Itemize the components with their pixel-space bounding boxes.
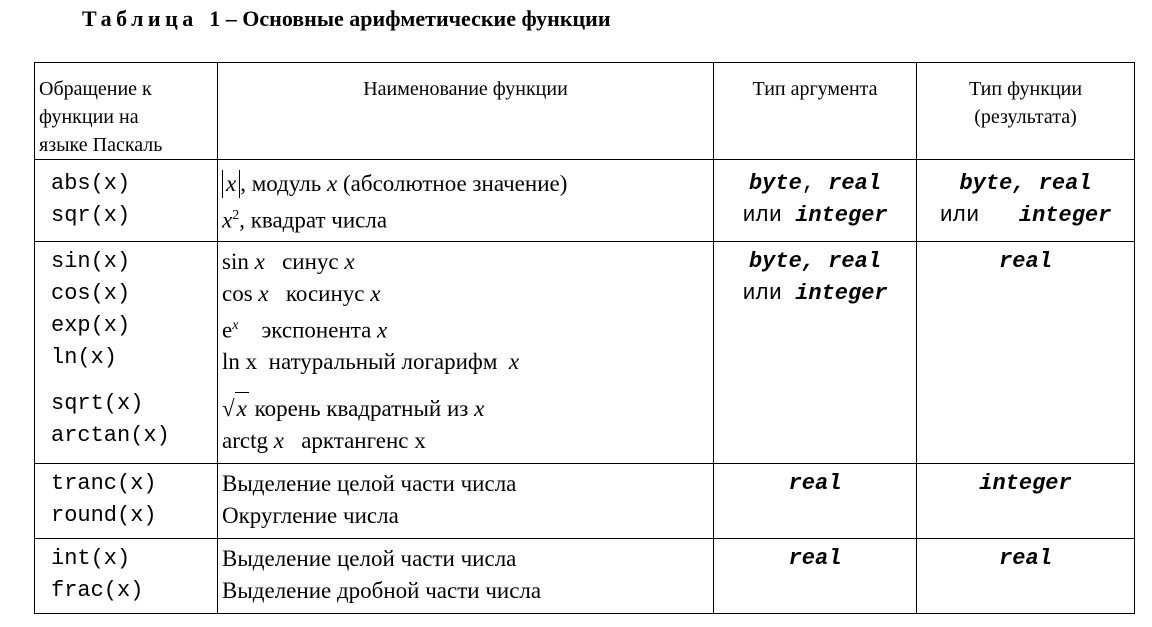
name-line: Выделение целой части числа bbox=[222, 471, 517, 497]
table-row bbox=[35, 241, 1135, 464]
name-line: sin x синус x bbox=[222, 248, 355, 274]
arg-type-cell: byte, real или integer bbox=[714, 160, 917, 242]
name-line: Выделение целой части числа bbox=[222, 546, 517, 572]
name-line: arctg x арктангенс x bbox=[222, 428, 426, 454]
name-cell bbox=[218, 241, 714, 464]
header-row bbox=[35, 63, 1135, 160]
name-line: cos x косинус x bbox=[222, 280, 381, 306]
call-cell: tranc(x) round(x) bbox=[35, 464, 218, 539]
table-row bbox=[35, 464, 1135, 539]
arg-type-cell: real bbox=[714, 539, 917, 614]
call-cell: int(x) frac(x) bbox=[35, 539, 218, 614]
func-type-cell: integer bbox=[917, 464, 1135, 539]
name-line: $x^2$, квадрат числа bbox=[222, 207, 388, 233]
header-func-type: Тип функции (результата) bbox=[917, 63, 1135, 160]
func-type-cell: real bbox=[917, 539, 1135, 614]
name-line: ln x натуральный логарифм x bbox=[222, 349, 520, 375]
functions-table bbox=[34, 62, 1135, 614]
arg-type-cell: real bbox=[714, 464, 917, 539]
name-line: Округление числа bbox=[222, 503, 399, 529]
name-line: Выделение дробной части числа bbox=[222, 578, 542, 604]
table-row bbox=[35, 539, 1135, 614]
header-call: Обращение к функции на языке Паскаль bbox=[35, 63, 218, 160]
table-row bbox=[35, 160, 1135, 242]
name-line: √x корень квадратный из x bbox=[222, 392, 713, 425]
arg-type-cell: byte, real или integer bbox=[714, 241, 917, 464]
title-word: Таблица bbox=[82, 6, 198, 31]
name-line: x , модуль x (абсолютное значение) bbox=[222, 168, 713, 200]
table-title bbox=[82, 6, 611, 32]
header-name: Наименование функции bbox=[218, 63, 714, 160]
sqrt-icon: √ bbox=[222, 396, 235, 422]
func-type-cell: byte, real или integer bbox=[917, 160, 1135, 242]
title-number: 1 bbox=[209, 6, 221, 31]
func-type-cell: real bbox=[917, 241, 1135, 464]
call-cell: abs(x) sqr(x) bbox=[35, 160, 218, 242]
call-cell: sin(x) cos(x) exp(x) ln(x) sqrt(x) arctan(x) bbox=[35, 241, 218, 464]
name-cell bbox=[218, 464, 714, 539]
name-line: $e^x$ экспонента x bbox=[222, 317, 388, 343]
header-arg-type: Тип аргумента bbox=[714, 63, 917, 160]
name-cell bbox=[218, 539, 714, 614]
title-caption: – Основные арифметические функции bbox=[225, 6, 611, 31]
name-cell bbox=[218, 160, 714, 242]
